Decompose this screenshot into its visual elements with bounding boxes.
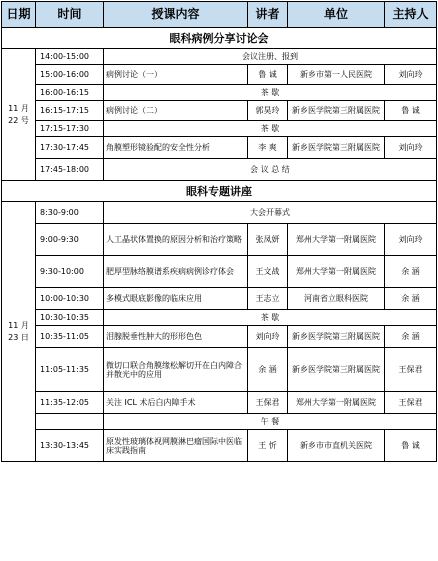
session-time: 15:00-16:00 (36, 65, 104, 85)
session-speaker: 余 涵 (248, 348, 288, 392)
session-unit: 郑州大学第一附属医院 (288, 224, 385, 256)
header-speaker: 讲者 (248, 2, 288, 28)
section-title: 眼科专题讲座 (2, 181, 437, 202)
session-content: 会议注册、报到 (104, 49, 437, 65)
session-content: 病例讨论（一） (104, 65, 248, 85)
session-speaker: 郭昊玲 (248, 101, 288, 121)
session-time: 9:30-10:00 (36, 256, 104, 288)
session-content: 泪腺脱垂性肿大的形形色色 (104, 326, 248, 348)
session-time: 8:30-9:00 (36, 202, 104, 224)
session-row (2, 224, 437, 256)
session-row (2, 101, 437, 121)
session-row (2, 137, 437, 159)
session-unit: 新乡医学院第三附属医院 (288, 137, 385, 159)
session-content: 多模式眼底影像的临床应用 (104, 288, 248, 310)
session-content: 会 议 总 结 (104, 159, 437, 181)
session-row (2, 159, 437, 181)
session-row (2, 85, 437, 101)
session-unit: 新乡医学院第三附属医院 (288, 326, 385, 348)
session-host: 刘向玲 (385, 65, 437, 85)
session-host: 鲁 诚 (385, 101, 437, 121)
session-row (2, 326, 437, 348)
session-content: 原发性玻璃体视网膜淋巴瘤国际中医临床实践指南 (104, 430, 248, 462)
session-time: 17:15-17:30 (36, 121, 104, 137)
section-title-row (2, 181, 437, 202)
header-date: 日期 (2, 2, 36, 28)
session-date: 11 月 22 号 (2, 49, 36, 181)
schedule-body (2, 2, 437, 462)
session-speaker: 王保君 (248, 392, 288, 414)
session-content: 茶 歇 (104, 121, 437, 137)
session-speaker: 王志立 (248, 288, 288, 310)
session-speaker: 刘向玲 (248, 326, 288, 348)
session-host: 刘向玲 (385, 224, 437, 256)
session-content: 茶 歇 (104, 310, 437, 326)
header-unit: 单位 (288, 2, 385, 28)
session-host: 王保君 (385, 392, 437, 414)
session-content: 大会开幕式 (104, 202, 437, 224)
session-content: 病例讨论（二） (104, 101, 248, 121)
session-row (2, 430, 437, 462)
session-speaker: 张凤妍 (248, 224, 288, 256)
session-host: 余 涵 (385, 288, 437, 310)
session-unit: 新乡市市直机关医院 (288, 430, 385, 462)
session-time: 10:30-10:35 (36, 310, 104, 326)
session-content: 肥厚型脉络膜谱系疾病病例诊疗体会 (104, 256, 248, 288)
session-content: 人工晶状体置换的原因分析和治疗策略 (104, 224, 248, 256)
session-row (2, 256, 437, 288)
session-content: 茶 歇 (104, 85, 437, 101)
header-time: 时间 (36, 2, 104, 28)
header-content: 授课内容 (104, 2, 248, 28)
session-host: 王保君 (385, 348, 437, 392)
session-time: 11:35-12:05 (36, 392, 104, 414)
session-speaker: 李 爽 (248, 137, 288, 159)
session-row (2, 310, 437, 326)
session-content: 午 餐 (104, 414, 437, 430)
session-speaker: 鲁 诚 (248, 65, 288, 85)
header-host: 主持人 (385, 2, 437, 28)
session-row (2, 65, 437, 85)
schedule-sheet (1, 1, 436, 462)
section-title: 眼科病例分享讨论会 (2, 28, 437, 49)
session-host: 刘向玲 (385, 137, 437, 159)
session-time: 14:00-15:00 (36, 49, 104, 65)
session-time: 10:00-10:30 (36, 288, 104, 310)
session-row (2, 121, 437, 137)
session-time: 16:15-17:15 (36, 101, 104, 121)
session-content: 关注 ICL 术后白内障手术 (104, 392, 248, 414)
session-host: 鲁 诚 (385, 430, 437, 462)
session-time: 16:00-16:15 (36, 85, 104, 101)
session-row (2, 49, 437, 65)
session-host: 余 涵 (385, 326, 437, 348)
session-unit: 新乡医学院第三附属医院 (288, 101, 385, 121)
session-row (2, 348, 437, 392)
session-time: 11:05-11:35 (36, 348, 104, 392)
session-row (2, 414, 437, 430)
session-time (36, 414, 104, 430)
section-title-row (2, 28, 437, 49)
session-host: 余 涵 (385, 256, 437, 288)
header-row (2, 2, 437, 28)
session-time: 17:45-18:00 (36, 159, 104, 181)
session-date: 11 月 23 日 (2, 202, 36, 462)
session-row (2, 392, 437, 414)
session-unit: 河南省立眼科医院 (288, 288, 385, 310)
session-speaker: 王 忻 (248, 430, 288, 462)
session-content: 微切口联合角膜缘松解切开在白内障合并散光中的应用 (104, 348, 248, 392)
session-time: 17:30-17:45 (36, 137, 104, 159)
session-unit: 新乡医学院第三附属医院 (288, 348, 385, 392)
session-time: 10:35-11:05 (36, 326, 104, 348)
session-content: 角膜塑形镜验配的安全性分析 (104, 137, 248, 159)
session-row (2, 202, 437, 224)
session-unit: 郑州大学第一附属医院 (288, 392, 385, 414)
session-speaker: 王文战 (248, 256, 288, 288)
schedule-table (1, 1, 437, 462)
session-unit: 新乡市第一人民医院 (288, 65, 385, 85)
session-row (2, 288, 437, 310)
session-time: 13:30-13:45 (36, 430, 104, 462)
session-unit: 郑州大学第一附属医院 (288, 256, 385, 288)
session-time: 9:00-9:30 (36, 224, 104, 256)
